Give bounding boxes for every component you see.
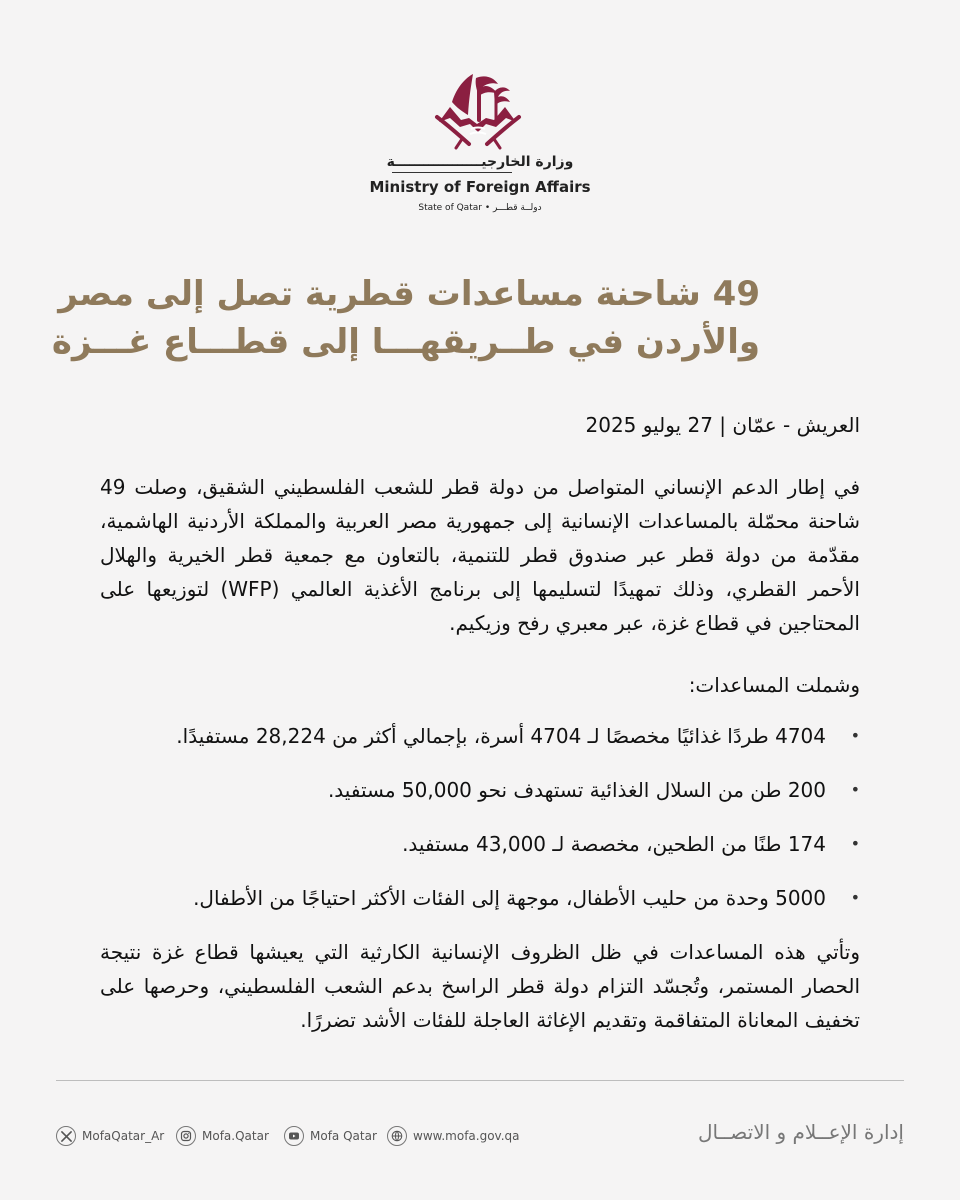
instagram-account-label: Mofa.Qatar [202,1129,269,1143]
aid-list-heading: وشملت المساعدات: [688,673,860,697]
aid-list [100,719,860,915]
state-name [380,203,580,213]
youtube-icon [284,1126,304,1146]
website-label: www.mofa.gov.qa [413,1129,520,1143]
closing-paragraph: وتأتي هذه المساعدات في ظل الظروف الإنسانية الكارثية التي يعيشها قطاع غزة نتيجة الحصار المستمر، وتُجسّد التزام دولة قطر الراسخ بدعم الشعب الفلسطيني، وحرصها على تخفيف المعاناة المتفاقمة وتقديم الإغاثة العاجلة للفئات الأشد تضررًا. [100,940,860,1032]
intro-paragraph: في إطار الدعم الإنساني المتواصل من دولة قطر للشعب الفلسطيني الشقيق، وصلت 49 شاحنة محمّلة بالمساعدات الإنسانية إلى جمهورية مصر العربية والمملكة الأردنية الهاشمية، مقدّمة من دولة قطر عبر صندوق قطر للتنمية، بالتعاون مع جمعية قطر الخيرية والهلال الأحمر القطري، وذلك تمهيدًا لتسليمها إلى برنامج الأغذية العالمي (WFP) لتوزيعها على المحتاجين في قطاع غزة، عبر معبري رفح وزيكيم. [100,475,860,635]
aid-list-item: • 174 طنًا من الطحين، مخصصة لـ 43,000 مستفيد. [100,827,826,861]
page-headline [51,270,760,366]
x-account-label: MofaQatar_Ar [82,1129,165,1143]
globe-icon [387,1126,407,1146]
press-release-body [100,408,860,1037]
x-logo-icon [56,1126,76,1146]
aid-list-item: • 4704 طردًا غذائيًا مخصصًا لـ 4704 أسرة، بإجمالي أكثر من 28,224 مستفيدًا. [100,719,826,753]
youtube-account-label: Mofa Qatar [310,1129,377,1143]
ministry-name-underline [392,172,512,173]
qatar-state-emblem-icon [432,66,524,152]
youtube-account-link[interactable] [284,1122,377,1150]
aid-list-item: • 200 طن من السلال الغذائية تستهدف نحو 50,000 مستفيد. [100,773,826,807]
state-name-ar: دولــة قطـــر [493,203,542,213]
ministry-name-en: Ministry of Foreign Affairs [369,178,591,196]
headline-line-1: 49 شاحنة مساعدات قطرية تصل إلى مصر [58,274,760,314]
aid-list-item: • 5000 وحدة من حليب الأطفال، موجهة إلى الفئات الأكثر احتياجًا من الأطفال. [100,881,826,915]
instagram-icon [176,1126,196,1146]
x-account-link[interactable] [56,1122,164,1150]
headline-line-2: والأردن في طــريقهـــا إلى قطـــاع غـــزة [51,322,760,362]
ministry-header [0,0,960,230]
ministry-name-ar: وزارة الخارجيــــــــــــــــــة [386,154,574,170]
state-separator: • [484,203,491,213]
dateline: العريش - عمّان | 27 يوليو 2025 [585,413,860,437]
footer-divider [56,1080,904,1081]
media-department-label: إدارة الإعــلام و الاتصــال [697,1120,904,1144]
state-name-en: State of Qatar [418,203,482,213]
instagram-account-link[interactable] [176,1122,269,1150]
website-link[interactable] [387,1122,520,1150]
footer [0,1110,960,1164]
